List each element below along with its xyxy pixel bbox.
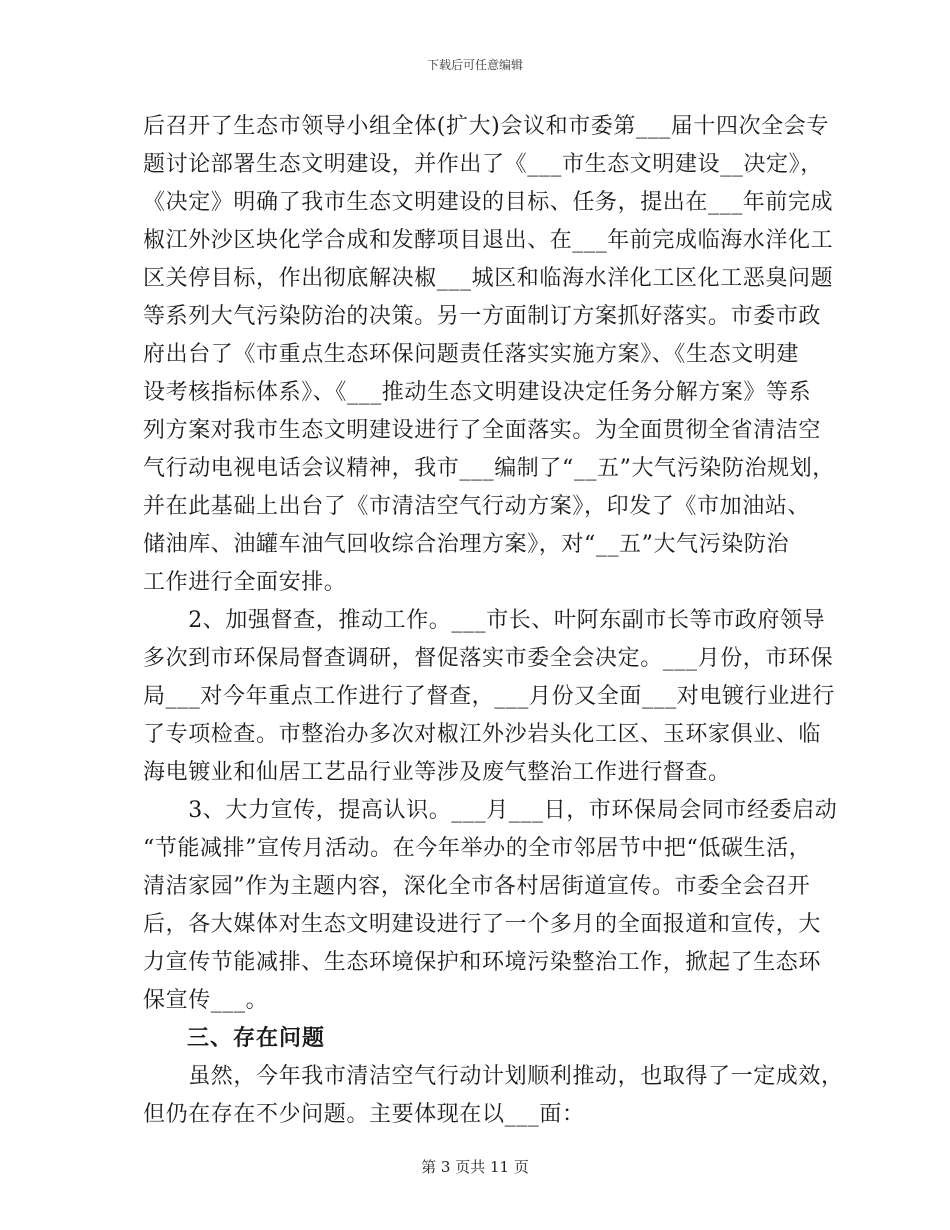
text-line: “节能减排”宣传月活动。在今年举办的全市邻居节中把“低碳生活， (143, 836, 812, 861)
text-line: 储油库、油罐车油气回收综合治理方案》，对“__五”大气污染防治 (143, 532, 790, 557)
text-line: 并在此基础上出台了《市清洁空气行动方案》，印发了《市加油站、 (143, 494, 811, 519)
text-line: 清洁家园”作为主题内容，深化全市各村居街道宣传。市委全会召开 (143, 874, 811, 899)
text-line: 设考核指标体系》、《___推动生态文明建设决定任务分解方案》等系 (143, 380, 812, 405)
text-line: 但仍在存在不少问题。主要体现在以___面： (143, 1102, 585, 1127)
text-line: 后召开了生态市领导小组全体(扩大)会议和市委第___届十四次全会专 (143, 114, 829, 139)
text-line: 2、加强督查，推动工作。___市长、叶阿东副市长等市政府领导 (143, 608, 826, 633)
text-line: 气行动电视电话会议精神，我市___编制了“__五”大气污染防治规划， (143, 456, 835, 481)
page-footer: 第 3 页共 11 页 (421, 1158, 529, 1176)
text-line: 等系列大气污染防治的决策。另一方面制订方案抓好落实。市委市政 (143, 304, 822, 329)
text-line: 3、大力宣传，提高认识。___月___日，市环保局会同市经委启动 (143, 798, 838, 823)
text-line: 列方案对我市生态文明建设进行了全面落实。为全面贯彻全省清洁空 (143, 418, 822, 443)
page-header: 下载后可任意编辑 (426, 58, 523, 72)
text-line: 题讨论部署生态文明建设，并作出了《___市生态文明建设__决定》， (143, 152, 823, 177)
text-line: 后，各大媒体对生态文明建设进行了一个多月的全面报道和宣传，大 (143, 912, 822, 937)
text-line: 区关停目标，作出彻底解决椒___城区和临海水洋化工区化工恶臭问题 (143, 266, 834, 291)
document-body (143, 108, 844, 1134)
text-line: 力宣传节能减排、生态环境保护和环境污染整治工作，掀起了生态环 (143, 950, 822, 975)
text-line: 椒江外沙区块化学合成和发酵项目退出、在___年前完成临海水洋化工 (143, 228, 834, 253)
text-line: 海电镀业和仙居工艺品行业等涉及废气整治工作进行督查。 (143, 760, 731, 785)
text-line: 工作进行全面安排。 (143, 570, 347, 595)
text-line: 保宣传___。 (143, 988, 269, 1013)
text-line: 了专项检查。市整治办多次对椒江外沙岩头化工区、玉环家俱业、临 (143, 722, 822, 747)
text-line: 局___对今年重点工作进行了督查，___月份又全面___对电镀行业进行 (143, 684, 836, 709)
text-line: 《决定》明确了我市生态文明建设的目标、任务，提出在___年前完成 (143, 190, 834, 215)
text-line: 府出台了《市重点生态环保问题责任落实实施方案》、《生态文明建 (143, 342, 800, 367)
text-line: 多次到市环保局督查调研，督促落实市委全会决定。___月份，市环保 (143, 646, 834, 671)
text-line: 虽然，今年我市清洁空气行动计划顺利推动，也取得了一定成效， (143, 1064, 844, 1089)
section-heading: 三、存在问题 (187, 1026, 326, 1051)
